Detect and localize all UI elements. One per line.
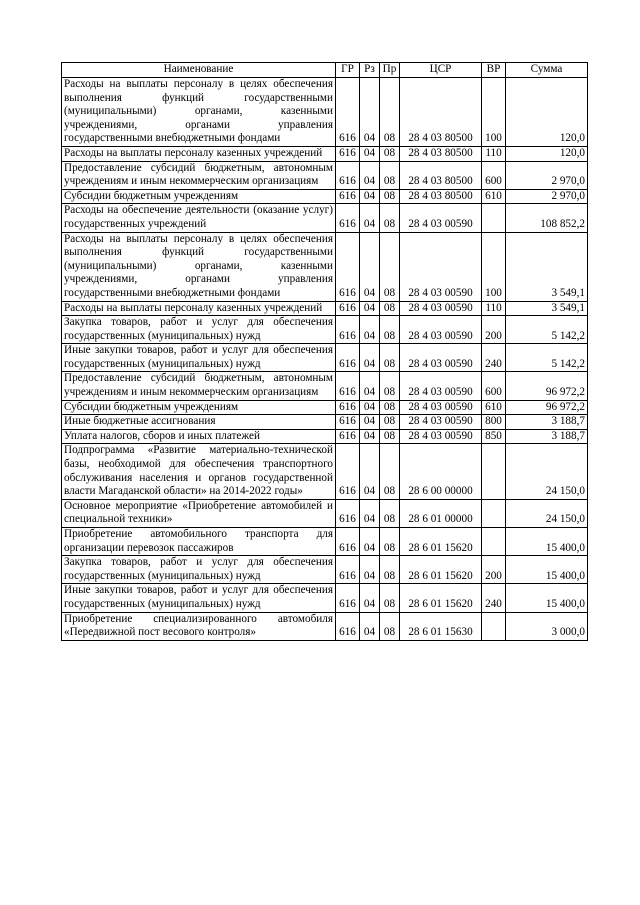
cell-name: Приобретение специализированного автомобиля «Передвижной пост весового контроля» <box>62 612 336 640</box>
cell-vr: 600 <box>482 372 506 400</box>
header-csr: ЦСР <box>400 63 482 78</box>
header-rz: Рз <box>360 63 380 78</box>
cell-vr <box>482 612 506 640</box>
cell-sum: 3 549,1 <box>506 232 588 301</box>
cell-gr: 616 <box>336 344 360 372</box>
cell-name: Закупка товаров, работ и услуг для обеспечения государственных (муниципальных) нужд <box>62 316 336 344</box>
table-row <box>62 429 588 444</box>
cell-gr: 616 <box>336 316 360 344</box>
cell-pr: 08 <box>380 161 400 189</box>
cell-rz: 04 <box>360 400 380 415</box>
cell-csr: 28 4 03 00590 <box>400 204 482 232</box>
cell-csr: 28 4 03 00590 <box>400 415 482 430</box>
cell-name: Приобретение автомобильного транспорта для организации перевозок пассажиров <box>62 528 336 556</box>
header-sum: Сумма <box>506 63 588 78</box>
cell-sum: 5 142,2 <box>506 344 588 372</box>
cell-name: Основное мероприятие «Приобретение автомобилей и специальной техники» <box>62 499 336 527</box>
header-name: Наименование <box>62 63 336 78</box>
cell-csr: 28 6 01 15620 <box>400 528 482 556</box>
cell-csr: 28 4 03 00590 <box>400 316 482 344</box>
cell-rz: 04 <box>360 344 380 372</box>
cell-csr: 28 6 01 15630 <box>400 612 482 640</box>
cell-pr: 08 <box>380 316 400 344</box>
cell-csr: 28 4 03 80500 <box>400 189 482 204</box>
table-row <box>62 316 588 344</box>
cell-sum: 15 400,0 <box>506 528 588 556</box>
cell-pr: 08 <box>380 344 400 372</box>
cell-rz: 04 <box>360 612 380 640</box>
cell-gr: 616 <box>336 400 360 415</box>
cell-gr: 616 <box>336 189 360 204</box>
cell-gr: 616 <box>336 556 360 584</box>
cell-gr: 616 <box>336 584 360 612</box>
cell-pr: 08 <box>380 232 400 301</box>
cell-sum: 3 188,7 <box>506 429 588 444</box>
table-row <box>62 301 588 316</box>
cell-csr: 28 4 03 80500 <box>400 146 482 161</box>
cell-gr: 616 <box>336 499 360 527</box>
cell-sum: 96 972,2 <box>506 400 588 415</box>
cell-csr: 28 4 03 00590 <box>400 372 482 400</box>
cell-pr: 08 <box>380 415 400 430</box>
cell-rz: 04 <box>360 372 380 400</box>
table-row <box>62 415 588 430</box>
cell-sum: 2 970,0 <box>506 161 588 189</box>
cell-vr: 600 <box>482 161 506 189</box>
cell-sum: 15 400,0 <box>506 556 588 584</box>
cell-gr: 616 <box>336 415 360 430</box>
cell-rz: 04 <box>360 204 380 232</box>
table-row <box>62 146 588 161</box>
cell-pr: 08 <box>380 444 400 499</box>
cell-pr: 08 <box>380 189 400 204</box>
cell-pr: 08 <box>380 556 400 584</box>
cell-csr: 28 6 00 00000 <box>400 444 482 499</box>
cell-vr <box>482 204 506 232</box>
cell-gr: 616 <box>336 429 360 444</box>
cell-gr: 616 <box>336 372 360 400</box>
cell-pr: 08 <box>380 372 400 400</box>
cell-gr: 616 <box>336 161 360 189</box>
cell-pr: 08 <box>380 78 400 147</box>
cell-name: Предоставление субсидий бюджетным, автономным учреждениям и иным некоммерческим организациям <box>62 161 336 189</box>
table-header-row <box>62 63 588 78</box>
cell-vr: 200 <box>482 556 506 584</box>
cell-sum: 3 000,0 <box>506 612 588 640</box>
cell-sum: 108 852,2 <box>506 204 588 232</box>
cell-name: Субсидии бюджетным учреждениям <box>62 400 336 415</box>
cell-rz: 04 <box>360 429 380 444</box>
cell-csr: 28 6 01 15620 <box>400 556 482 584</box>
cell-rz: 04 <box>360 499 380 527</box>
budget-table <box>61 62 588 641</box>
cell-pr: 08 <box>380 528 400 556</box>
cell-vr <box>482 528 506 556</box>
cell-vr: 610 <box>482 189 506 204</box>
cell-csr: 28 4 03 00590 <box>400 344 482 372</box>
cell-vr: 100 <box>482 78 506 147</box>
table-row <box>62 400 588 415</box>
cell-sum: 3 188,7 <box>506 415 588 430</box>
table-row <box>62 189 588 204</box>
cell-rz: 04 <box>360 528 380 556</box>
cell-name: Расходы на выплаты персоналу казенных учреждений <box>62 146 336 161</box>
table-row <box>62 161 588 189</box>
cell-pr: 08 <box>380 584 400 612</box>
cell-rz: 04 <box>360 444 380 499</box>
cell-sum: 3 549,1 <box>506 301 588 316</box>
cell-rz: 04 <box>360 556 380 584</box>
cell-vr: 800 <box>482 415 506 430</box>
cell-sum: 5 142,2 <box>506 316 588 344</box>
cell-name: Уплата налогов, сборов и иных платежей <box>62 429 336 444</box>
cell-vr <box>482 444 506 499</box>
cell-sum: 120,0 <box>506 78 588 147</box>
cell-pr: 08 <box>380 612 400 640</box>
table-row <box>62 556 588 584</box>
cell-sum: 15 400,0 <box>506 584 588 612</box>
cell-pr: 08 <box>380 429 400 444</box>
cell-vr <box>482 499 506 527</box>
cell-rz: 04 <box>360 146 380 161</box>
cell-pr: 08 <box>380 301 400 316</box>
table-row <box>62 444 588 499</box>
header-gr: ГР <box>336 63 360 78</box>
table-row <box>62 584 588 612</box>
cell-rz: 04 <box>360 301 380 316</box>
cell-rz: 04 <box>360 316 380 344</box>
table-row <box>62 344 588 372</box>
cell-vr: 850 <box>482 429 506 444</box>
cell-csr: 28 4 03 80500 <box>400 161 482 189</box>
header-pr: Пр <box>380 63 400 78</box>
cell-pr: 08 <box>380 204 400 232</box>
cell-name: Иные бюджетные ассигнования <box>62 415 336 430</box>
cell-gr: 616 <box>336 78 360 147</box>
table-row <box>62 372 588 400</box>
cell-vr: 240 <box>482 584 506 612</box>
cell-gr: 616 <box>336 528 360 556</box>
cell-sum: 24 150,0 <box>506 444 588 499</box>
header-vr: ВР <box>482 63 506 78</box>
cell-rz: 04 <box>360 415 380 430</box>
cell-sum: 24 150,0 <box>506 499 588 527</box>
cell-csr: 28 4 03 00590 <box>400 429 482 444</box>
cell-gr: 616 <box>336 146 360 161</box>
table-row <box>62 499 588 527</box>
cell-vr: 240 <box>482 344 506 372</box>
cell-vr: 110 <box>482 301 506 316</box>
cell-name: Иные закупки товаров, работ и услуг для обеспечения государственных (муниципальных) нужд <box>62 344 336 372</box>
cell-vr: 100 <box>482 232 506 301</box>
cell-name: Подпрограмма «Развитие материально-технической базы, необходимой для обеспечения транспортного обслуживания населения и органов государственной власти Магаданской области» на 2014-2022 годы» <box>62 444 336 499</box>
cell-pr: 08 <box>380 400 400 415</box>
cell-vr: 110 <box>482 146 506 161</box>
cell-name: Расходы на обеспечение деятельности (оказание услуг) государственных учреждений <box>62 204 336 232</box>
table-row <box>62 232 588 301</box>
cell-name: Субсидии бюджетным учреждениям <box>62 189 336 204</box>
table-row <box>62 528 588 556</box>
cell-csr: 28 6 01 00000 <box>400 499 482 527</box>
cell-csr: 28 4 03 80500 <box>400 78 482 147</box>
cell-rz: 04 <box>360 584 380 612</box>
cell-gr: 616 <box>336 204 360 232</box>
cell-name: Иные закупки товаров, работ и услуг для обеспечения государственных (муниципальных) нужд <box>62 584 336 612</box>
cell-csr: 28 6 01 15620 <box>400 584 482 612</box>
cell-gr: 616 <box>336 444 360 499</box>
table-row <box>62 612 588 640</box>
cell-gr: 616 <box>336 232 360 301</box>
cell-vr: 200 <box>482 316 506 344</box>
cell-sum: 120,0 <box>506 146 588 161</box>
cell-vr: 610 <box>482 400 506 415</box>
table-row <box>62 78 588 147</box>
cell-gr: 616 <box>336 301 360 316</box>
cell-csr: 28 4 03 00590 <box>400 400 482 415</box>
cell-name: Закупка товаров, работ и услуг для обеспечения государственных (муниципальных) нужд <box>62 556 336 584</box>
cell-pr: 08 <box>380 146 400 161</box>
cell-rz: 04 <box>360 78 380 147</box>
cell-sum: 96 972,2 <box>506 372 588 400</box>
cell-name: Расходы на выплаты персоналу в целях обеспечения выполнения функций государственными (муниципальными) органами, казенными учреждениями, органами управления государственными внебюджетными фондами <box>62 78 336 147</box>
cell-sum: 2 970,0 <box>506 189 588 204</box>
cell-rz: 04 <box>360 232 380 301</box>
cell-name: Расходы на выплаты персоналу в целях обеспечения выполнения функций государственными (муниципальными) органами, казенными учреждениями, органами управления государственными внебюджетными фондами <box>62 232 336 301</box>
cell-name: Предоставление субсидий бюджетным, автономным учреждениям и иным некоммерческим организациям <box>62 372 336 400</box>
table-row <box>62 204 588 232</box>
cell-rz: 04 <box>360 189 380 204</box>
cell-gr: 616 <box>336 612 360 640</box>
cell-name: Расходы на выплаты персоналу казенных учреждений <box>62 301 336 316</box>
cell-rz: 04 <box>360 161 380 189</box>
cell-csr: 28 4 03 00590 <box>400 232 482 301</box>
cell-csr: 28 4 03 00590 <box>400 301 482 316</box>
cell-pr: 08 <box>380 499 400 527</box>
